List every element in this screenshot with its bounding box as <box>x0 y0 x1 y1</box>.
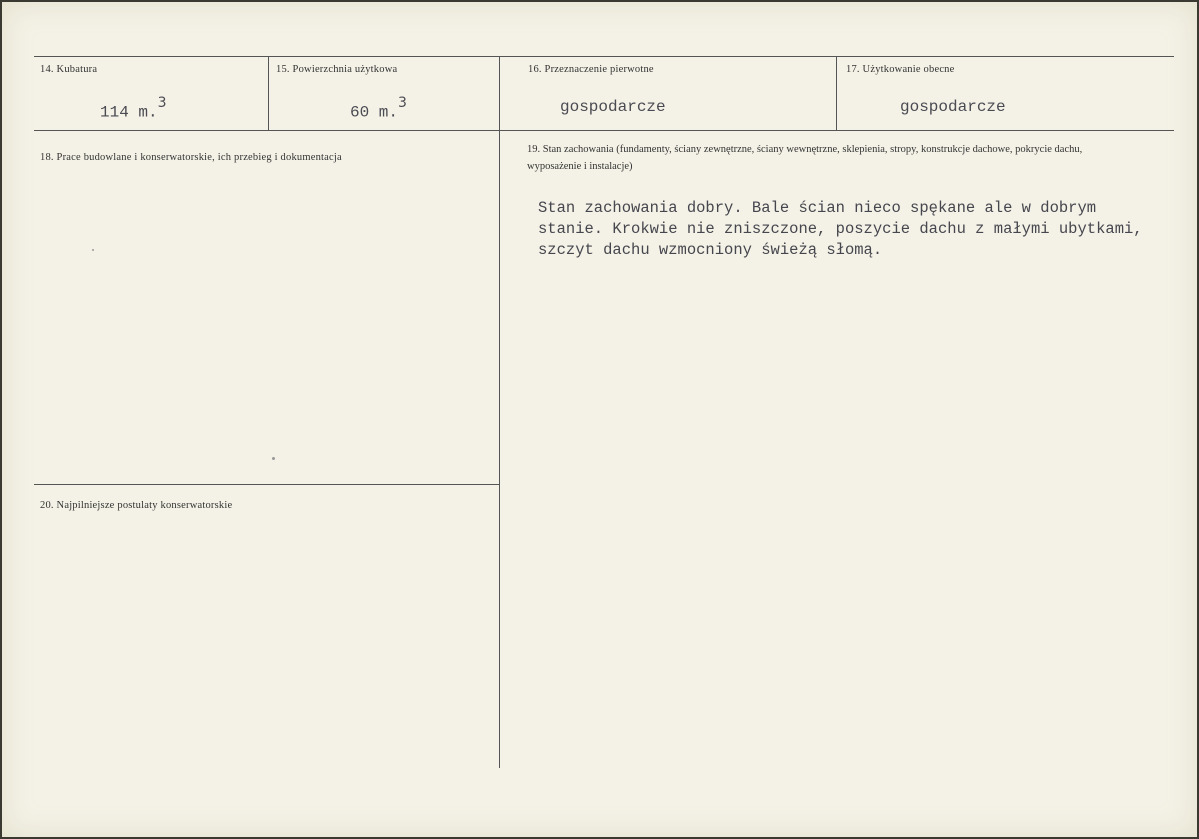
uzytkowanie-value: gospodarcze <box>900 98 1006 116</box>
row-divider <box>34 130 1174 131</box>
column-divider-2 <box>499 56 500 768</box>
paper-speck <box>92 249 94 251</box>
section-divider <box>34 484 500 485</box>
postulaty-label: 20. Najpilniejsze postulaty konserwatorskie <box>40 500 233 511</box>
kubatura-label: 14. Kubatura <box>40 64 98 75</box>
powierzchnia-label: 15. Powierzchnia użytkowa <box>276 64 398 75</box>
przeznaczenie-label: 16. Przeznaczenie pierwotne <box>528 64 654 75</box>
stan-value: Stan zachowania dobry. Bale ścian nieco spękane ale w dobrym stanie. Krokwie nie zniszczone, poszycie dachu z małymi ubytkami, szczyt dachu wzmocniony świeżą słomą. <box>538 199 1143 259</box>
column-divider-1 <box>268 56 269 130</box>
przeznaczenie-value: gospodarcze <box>560 98 666 116</box>
record-card <box>2 2 1197 837</box>
uzytkowanie-label: 17. Użytkowanie obecne <box>846 64 955 75</box>
paper-speck <box>272 457 275 460</box>
powierzchnia-value: 60 m.$^3$ <box>350 95 407 122</box>
column-divider-3 <box>836 56 837 130</box>
top-rule <box>34 56 1174 57</box>
stan-label: 19. Stan zachowania (fundamenty, ściany zewnętrzne, ściany wewnętrzne, sklepienia, stropy, konstrukcje dachowe, pokrycie dachu, wyposażenie i instalacje) <box>527 144 1083 172</box>
kubatura-value: 114 m.$^3$ <box>100 95 167 122</box>
prace-label: 18. Prace budowlane i konserwatorskie, ich przebieg i dokumentacja <box>40 152 342 163</box>
